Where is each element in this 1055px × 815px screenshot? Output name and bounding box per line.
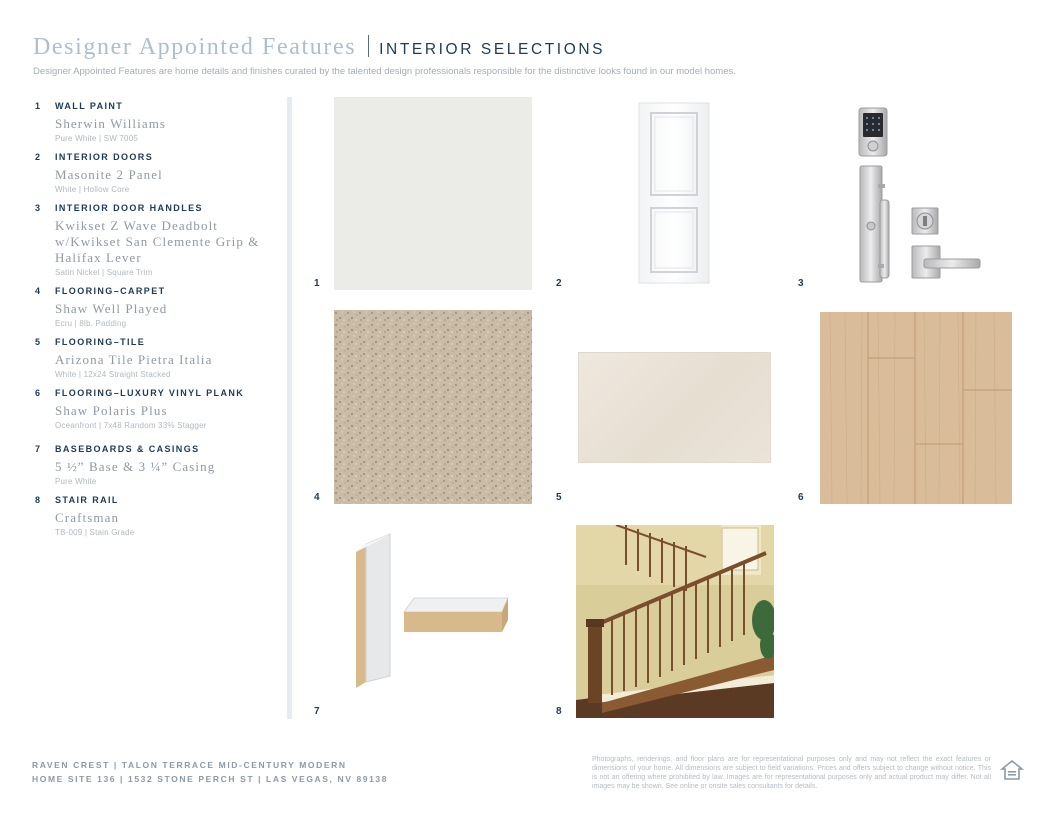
vinyl-plank-swatch — [820, 312, 1012, 504]
selection-number: 3 — [35, 203, 41, 213]
page-header — [33, 34, 605, 61]
selection-category: INTERIOR DOORS — [55, 152, 154, 162]
selection-product-name: Sherwin Williams — [55, 116, 167, 131]
page-title: Designer Appointed Features — [33, 34, 357, 60]
door-handles-image — [852, 104, 984, 286]
selection-category: FLOORING–CARPET — [55, 286, 166, 296]
selection-product — [55, 167, 270, 195]
baseboard-casing-image — [352, 532, 512, 692]
column-divider — [287, 97, 292, 719]
equal-housing-icon — [1000, 759, 1024, 783]
selection-number: 4 — [35, 286, 41, 296]
home-site-address: HOME SITE 136 | 1532 STONE PERCH ST | LAS VEGAS, NV 89138 — [32, 774, 389, 784]
selection-number: 6 — [35, 388, 41, 398]
selection-detail: TB-009 | Stain Grade — [55, 528, 135, 537]
selection-detail: Satin Nickel | Square Trim — [55, 268, 153, 277]
selection-detail: White | Hollow Core — [55, 185, 130, 194]
selection-detail: White | 12x24 Straight Stacked — [55, 370, 171, 379]
selection-number: 2 — [35, 152, 41, 162]
selection-product-name: Craftsman — [55, 510, 120, 525]
selection-number: 7 — [35, 444, 41, 454]
image-number: 4 — [314, 492, 320, 503]
interior-door-image — [638, 102, 710, 284]
selection-product-name: Kwikset Z Wave Deadbolt w/Kwikset San Clemente Grip & Halifax Lever — [55, 218, 260, 265]
selection-product — [55, 403, 270, 431]
tile-swatch — [578, 352, 771, 463]
selection-product — [55, 352, 270, 380]
selection-detail: Pure White — [55, 477, 97, 486]
selection-product-name: Shaw Well Played — [55, 301, 168, 316]
image-number: 3 — [798, 278, 804, 289]
selection-detail: Ecru | 8lb. Padding — [55, 319, 127, 328]
selection-product — [55, 301, 270, 329]
selection-number: 8 — [35, 495, 41, 505]
selection-category: FLOORING–TILE — [55, 337, 146, 347]
community-name: RAVEN CREST | TALON TERRACE MID-CENTURY MODERN — [32, 760, 347, 770]
selection-category: FLOORING–LUXURY VINYL PLANK — [55, 388, 245, 398]
image-number: 8 — [556, 706, 562, 717]
image-number: 2 — [556, 278, 562, 289]
selection-product-name: 5 ½” Base & 3 ¼” Casing — [55, 459, 216, 474]
selection-category: BASEBOARDS & CASINGS — [55, 444, 200, 454]
selection-detail: Pure White | SW 7005 — [55, 134, 138, 143]
selection-product — [55, 218, 270, 278]
title-divider — [368, 35, 369, 57]
selection-product-name: Masonite 2 Panel — [55, 167, 163, 182]
selection-product — [55, 116, 270, 144]
wall-paint-swatch — [334, 97, 532, 290]
legal-disclaimer: Photographs, renderings, and floor plans are for representational purposes only and may not reflect the exact features or dimensions of your home. All dimensions are subject to field variations. Prices and offers subject to change without notice. This is not an offering where prohibited by law. Images are for representational purposes only and actual product may differ. Not all images may be shown. See online or onsite sales consultants for details. — [592, 756, 991, 790]
selection-number: 5 — [35, 337, 41, 347]
image-number: 6 — [798, 492, 804, 503]
selection-detail: Oceanfront | 7x48 Random 33% Stagger — [55, 421, 207, 430]
selection-category: WALL PAINT — [55, 101, 124, 111]
selection-category: STAIR RAIL — [55, 495, 119, 505]
selection-product-name: Arizona Tile Pietra Italia — [55, 352, 213, 367]
selection-number: 1 — [35, 101, 41, 111]
selection-product — [55, 510, 270, 538]
selection-product — [55, 459, 270, 487]
page-subtitle: Designer Appointed Features are home details and finishes curated by the talented design professionals responsible for the distinctive looks found in our model homes. — [33, 66, 736, 77]
selection-product-name: Shaw Polaris Plus — [55, 403, 168, 418]
carpet-swatch — [334, 310, 532, 504]
stair-rail-photo — [576, 525, 774, 718]
image-number: 7 — [314, 706, 320, 717]
selection-category: INTERIOR DOOR HANDLES — [55, 203, 203, 213]
image-number: 1 — [314, 278, 320, 289]
section-title: INTERIOR SELECTIONS — [379, 41, 606, 58]
image-number: 5 — [556, 492, 562, 503]
